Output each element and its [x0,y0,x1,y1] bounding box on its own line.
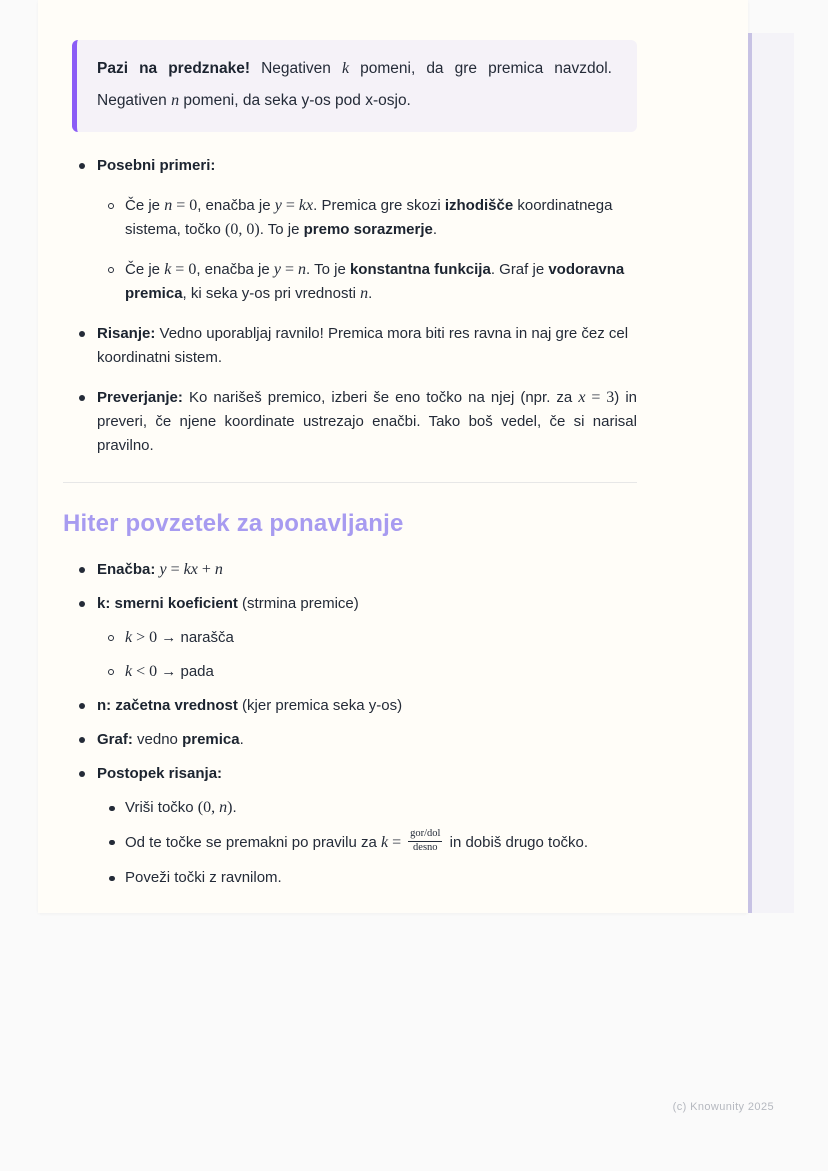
special-cases-list [63,154,637,458]
copyright-footer: (c) Knowunity 2025 [672,1101,774,1113]
list-item: Poveži točki z ravnilom. [63,866,637,890]
page-content [38,40,748,890]
page-edge-strip [748,33,794,913]
list-item: Od te točke se premakni po pravilu za k = $\frac{\text{gor/dol}}{\text{desno}}$ in dobiš drugo točko. [63,830,637,856]
list-item: n: začetna vrednost (kjer premica seka y-os) [63,694,637,718]
callout-note [72,40,637,132]
section-divider [63,482,637,483]
list-item: Enačba: y = kx + n [63,558,637,582]
list-item: Če je n = 0, enačba je y = kx. Premica gre skozi izhodišče koordinatnega sistema, točko (0, 0). To je premo sorazmerje. [63,194,637,242]
list-item: Graf: vedno premica. [63,728,637,752]
list-item: Če je k = 0, enačba je y = n. To je konstantna funkcija. Graf je vodoravna premica, ki seka y-os pri vrednosti n. [63,258,637,306]
list-item: k < 0 → pada [63,660,637,684]
summary-heading: Hiter povzetek za ponavljanje [63,510,404,537]
list-item: Vriši točko (0, n). [63,796,637,820]
list-item: Risanje: Vedno uporabljaj ravnilo! Premica mora biti res ravna in naj gre čez cel koordinatni sistem. [63,322,637,370]
summary-list [63,558,637,890]
fraction: $\frac{\text{gor/dol}}{\text{desno}}$ [410,828,441,853]
list-item: Preverjanje: Ko narišeš premico, izberi še eno točko na njej (npr. za x = 3) in preveri, če njene koordinate ustrezajo enačbi. Tako boš vedel, če si narisal pravilno. [63,386,637,458]
callout-text: Pazi na predznake! Negativen k pomeni, da gre premica navzdol. Negativen n pomeni, da seka y-os pod x-osjo. [97,60,612,109]
list-item: Posebni primeri: [63,154,637,178]
list-item: Postopek risanja: [63,762,637,786]
list-item: k > 0 → narašča [63,626,637,650]
list-item: k: smerni koeficient (strmina premice) [63,592,637,616]
document-page [38,0,748,913]
